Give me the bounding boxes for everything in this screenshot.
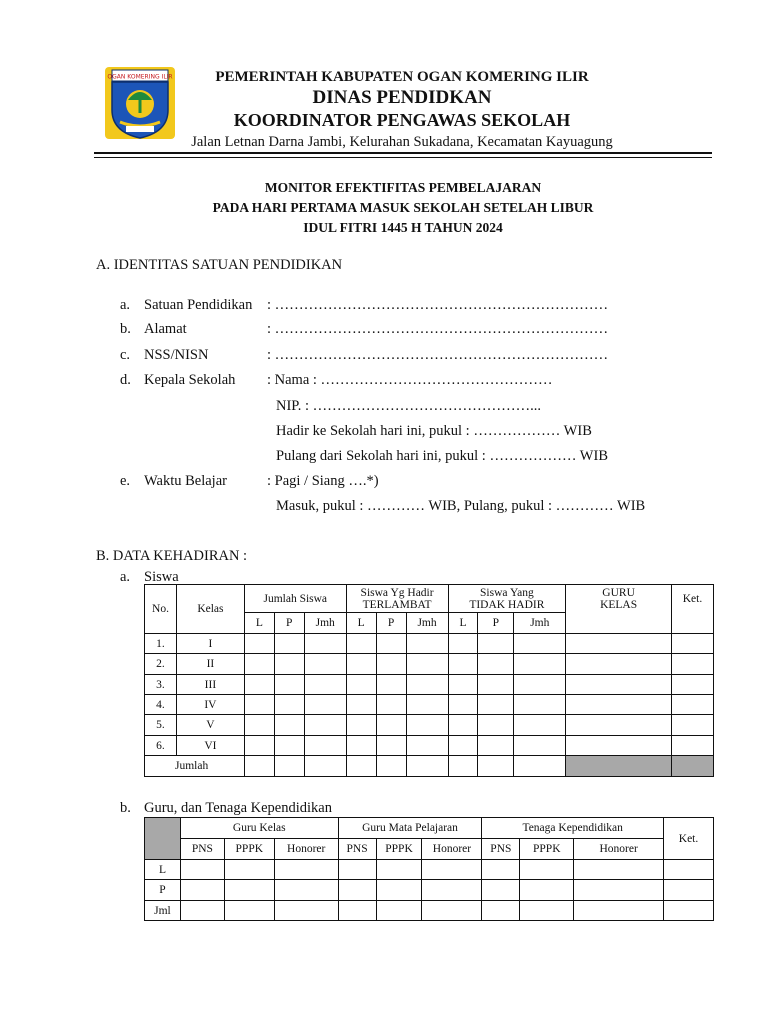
sub-a-letter: a. <box>120 569 131 585</box>
cell[interactable] <box>422 880 482 901</box>
item-b-value: : …………………………………………………………… <box>267 321 609 337</box>
header-jmh: Jmh <box>514 613 566 634</box>
cell[interactable] <box>566 654 672 675</box>
sub-b-label: Guru, dan Tenaga Kependidikan <box>144 800 332 816</box>
header-guru-mapel: Guru Mata Pelajaran <box>338 818 482 839</box>
header-terlambat-line-1: Siswa Yg Hadir <box>360 586 434 599</box>
section-b-heading: B. DATA KEHADIRAN : <box>96 548 248 564</box>
cell[interactable] <box>274 880 338 901</box>
cell[interactable] <box>478 736 514 756</box>
cell[interactable] <box>566 736 672 756</box>
cell[interactable] <box>478 634 514 654</box>
header-guru-kelas: Guru Kelas <box>180 818 338 839</box>
cell[interactable] <box>244 756 274 777</box>
item-c-label: NSS/NISN <box>144 347 209 363</box>
shaded-cell <box>566 756 672 777</box>
cell[interactable] <box>478 654 514 675</box>
cell[interactable] <box>574 901 664 921</box>
cell[interactable] <box>478 675 514 695</box>
header-tidak-hadir-line-2: TIDAK HADIR <box>469 598 545 611</box>
item-c-letter: c. <box>120 347 131 363</box>
cell[interactable] <box>514 654 566 675</box>
letterhead-rule-thin <box>94 157 712 158</box>
letterhead-line-2: DINAS PENDIDKAN <box>312 87 492 108</box>
pulang-line: Pulang dari Sekolah hari ini, pukul : ……………… WIB <box>276 448 608 464</box>
cell[interactable] <box>274 695 304 715</box>
item-e-label: Waktu Belajar <box>144 473 227 489</box>
cell[interactable] <box>406 736 448 756</box>
cell[interactable] <box>304 634 346 654</box>
cell[interactable] <box>274 901 338 921</box>
regency-emblem-icon <box>104 66 176 140</box>
header-honorer: Honorer <box>574 839 664 860</box>
item-a-value: : …………………………………………………………… <box>267 297 609 313</box>
cell[interactable] <box>514 736 566 756</box>
item-d-value: : Nama : ………………………………………… <box>267 372 553 388</box>
table-row <box>145 880 714 901</box>
student-attendance-table <box>144 584 714 777</box>
cell[interactable] <box>671 675 713 695</box>
row-no: 3. <box>145 675 177 695</box>
cell[interactable] <box>422 901 482 921</box>
header-honorer: Honorer <box>422 839 482 860</box>
header-l: L <box>448 613 478 634</box>
header-tidak-hadir <box>448 585 566 613</box>
cell[interactable] <box>448 715 478 736</box>
total-label: Jumlah <box>145 756 245 777</box>
hadir-line: Hadir ke Sekolah hari ini, pukul : ……………… WIB <box>276 423 592 439</box>
row-kelas: V <box>176 715 244 736</box>
header-pns: PNS <box>482 839 520 860</box>
cell[interactable] <box>346 715 376 736</box>
cell[interactable] <box>304 715 346 736</box>
cell[interactable] <box>664 880 714 901</box>
cell[interactable] <box>448 695 478 715</box>
cell[interactable] <box>376 654 406 675</box>
letterhead-line-3: KOORDINATOR PENGAWAS SEKOLAH <box>233 110 571 130</box>
cell[interactable] <box>304 736 346 756</box>
header-l: L <box>244 613 274 634</box>
title-line-2: PADA HARI PERTAMA MASUK SEKOLAH SETELAH LIBUR <box>212 200 594 215</box>
item-b-letter: b. <box>120 321 131 337</box>
cell[interactable] <box>664 901 714 921</box>
row-no: 1. <box>145 634 177 654</box>
cell[interactable] <box>244 715 274 736</box>
header-no: No. <box>145 585 177 634</box>
emblem-banner-text: OGAN KOMERING ILIR <box>107 73 173 81</box>
shaded-corner-cell <box>145 818 181 860</box>
table-row <box>145 654 714 675</box>
cell[interactable] <box>180 880 224 901</box>
cell[interactable] <box>274 736 304 756</box>
cell[interactable] <box>671 736 713 756</box>
header-p: P <box>478 613 514 634</box>
cell[interactable] <box>346 675 376 695</box>
cell[interactable] <box>274 715 304 736</box>
cell[interactable] <box>478 695 514 715</box>
header-tidak-hadir-line-1: Siswa Yang <box>480 586 534 599</box>
header-guru-kelas <box>566 585 672 634</box>
cell[interactable] <box>514 675 566 695</box>
header-jmh: Jmh <box>406 613 448 634</box>
cell[interactable] <box>244 634 274 654</box>
item-e-letter: e. <box>120 473 131 489</box>
row-kelas: IV <box>176 695 244 715</box>
cell[interactable] <box>304 695 346 715</box>
cell[interactable] <box>304 654 346 675</box>
cell[interactable] <box>448 654 478 675</box>
row-no: 2. <box>145 654 177 675</box>
cell[interactable] <box>671 715 713 736</box>
cell[interactable] <box>514 695 566 715</box>
cell[interactable] <box>448 756 478 777</box>
cell[interactable] <box>376 901 422 921</box>
item-d-letter: d. <box>120 372 131 388</box>
cell[interactable] <box>514 634 566 654</box>
table-row <box>145 695 714 715</box>
cell[interactable] <box>514 756 566 777</box>
row-no: 4. <box>145 695 177 715</box>
cell[interactable] <box>304 756 346 777</box>
header-p: P <box>274 613 304 634</box>
header-terlambat <box>346 585 448 613</box>
cell[interactable] <box>244 654 274 675</box>
cell[interactable] <box>338 901 376 921</box>
cell[interactable] <box>376 715 406 736</box>
table-row <box>145 634 714 654</box>
cell[interactable] <box>224 860 274 880</box>
staff-attendance-table <box>144 817 714 921</box>
masuk-line: Masuk, pukul : ………… WIB, Pulang, pukul : ………… WIB <box>276 498 646 514</box>
cell[interactable] <box>180 901 224 921</box>
header-guru-kelas-line-2: KELAS <box>600 599 638 611</box>
header-tendik: Tenaga Kependidikan <box>482 818 664 839</box>
row-kelas: II <box>176 654 244 675</box>
cell[interactable] <box>514 715 566 736</box>
cell[interactable] <box>406 715 448 736</box>
cell[interactable] <box>274 756 304 777</box>
table-row <box>145 736 714 756</box>
cell[interactable] <box>244 695 274 715</box>
cell[interactable] <box>376 756 406 777</box>
header-guru-kelas-line-1: GURU <box>602 587 635 599</box>
item-c-value: : …………………………………………………………… <box>267 347 609 363</box>
cell[interactable] <box>346 695 376 715</box>
cell[interactable] <box>671 654 713 675</box>
cell[interactable] <box>224 901 274 921</box>
header-jmh: Jmh <box>304 613 346 634</box>
cell[interactable] <box>406 675 448 695</box>
cell[interactable] <box>406 654 448 675</box>
cell[interactable] <box>520 901 574 921</box>
cell[interactable] <box>274 634 304 654</box>
row-label: Jml <box>145 901 181 921</box>
letterhead-line-1: PEMERINTAH KABUPATEN OGAN KOMERING ILIR <box>215 69 589 85</box>
item-d-label: Kepala Sekolah <box>144 372 236 388</box>
table-row <box>145 715 714 736</box>
cell[interactable] <box>574 860 664 880</box>
cell[interactable] <box>376 675 406 695</box>
cell[interactable] <box>520 860 574 880</box>
cell[interactable] <box>274 860 338 880</box>
header-pppk: PPPK <box>520 839 574 860</box>
nip-line: NIP. : ………………………………………... <box>276 398 542 414</box>
cell[interactable] <box>244 736 274 756</box>
letterhead-address: Jalan Letnan Darna Jambi, Kelurahan Sukadana, Kecamatan Kayuagung <box>191 134 613 150</box>
row-kelas: III <box>176 675 244 695</box>
cell[interactable] <box>671 634 713 654</box>
cell[interactable] <box>274 675 304 695</box>
cell[interactable] <box>180 860 224 880</box>
cell[interactable] <box>346 736 376 756</box>
cell[interactable] <box>448 736 478 756</box>
item-a-letter: a. <box>120 297 131 313</box>
table-row <box>145 675 714 695</box>
item-a-label: Satuan Pendidikan <box>144 297 253 313</box>
cell[interactable] <box>478 756 514 777</box>
cell[interactable] <box>566 695 672 715</box>
cell[interactable] <box>520 880 574 901</box>
table-row <box>145 860 714 880</box>
cell[interactable] <box>346 756 376 777</box>
cell[interactable] <box>671 695 713 715</box>
sub-a-label: Siswa <box>144 569 179 585</box>
header-jumlah-siswa: Jumlah Siswa <box>244 585 346 613</box>
header-p: P <box>376 613 406 634</box>
cell[interactable] <box>376 634 406 654</box>
cell[interactable] <box>406 634 448 654</box>
cell[interactable] <box>346 634 376 654</box>
cell[interactable] <box>482 860 520 880</box>
cell[interactable] <box>376 695 406 715</box>
cell[interactable] <box>482 880 520 901</box>
sub-b-letter: b. <box>120 800 131 816</box>
title-line-3: IDUL FITRI 1445 H TAHUN 2024 <box>303 220 503 235</box>
cell[interactable] <box>338 860 376 880</box>
total-row <box>145 756 714 777</box>
cell[interactable] <box>244 675 274 695</box>
header-terlambat-line-2: TERLAMBAT <box>362 598 432 611</box>
cell[interactable] <box>422 860 482 880</box>
cell[interactable] <box>274 654 304 675</box>
item-e-value: : Pagi / Siang ….*) <box>267 473 379 489</box>
cell[interactable] <box>406 695 448 715</box>
header-l: L <box>346 613 376 634</box>
row-no: 6. <box>145 736 177 756</box>
cell[interactable] <box>376 880 422 901</box>
header-ket: Ket. <box>664 818 714 860</box>
cell[interactable] <box>664 860 714 880</box>
header-ket: Ket. <box>671 585 713 634</box>
table-row <box>145 901 714 921</box>
cell[interactable] <box>566 634 672 654</box>
cell[interactable] <box>478 715 514 736</box>
row-label: L <box>145 860 181 880</box>
header-pppk: PPPK <box>224 839 274 860</box>
shaded-cell <box>671 756 713 777</box>
cell[interactable] <box>224 880 274 901</box>
letterhead <box>172 66 632 152</box>
row-kelas: VI <box>176 736 244 756</box>
row-kelas: I <box>176 634 244 654</box>
cell[interactable] <box>406 756 448 777</box>
header-pppk: PPPK <box>376 839 422 860</box>
cell[interactable] <box>338 880 376 901</box>
header-kelas: Kelas <box>176 585 244 634</box>
cell[interactable] <box>566 675 672 695</box>
cell[interactable] <box>448 675 478 695</box>
title-line-1: MONITOR EFEKTIFITAS PEMBELAJARAN <box>264 180 542 195</box>
row-no: 5. <box>145 715 177 736</box>
cell[interactable] <box>482 901 520 921</box>
cell[interactable] <box>346 654 376 675</box>
header-pns: PNS <box>338 839 376 860</box>
document-title <box>94 178 712 238</box>
cell[interactable] <box>376 860 422 880</box>
cell[interactable] <box>304 675 346 695</box>
item-b-label: Alamat <box>144 321 187 337</box>
section-a-heading: A. IDENTITAS SATUAN PENDIDIKAN <box>96 257 343 273</box>
row-label: P <box>145 880 181 901</box>
letterhead-rule-thick <box>94 152 712 154</box>
cell[interactable] <box>448 634 478 654</box>
header-honorer: Honorer <box>274 839 338 860</box>
cell[interactable] <box>574 880 664 901</box>
cell[interactable] <box>566 715 672 736</box>
cell[interactable] <box>376 736 406 756</box>
header-pns: PNS <box>180 839 224 860</box>
